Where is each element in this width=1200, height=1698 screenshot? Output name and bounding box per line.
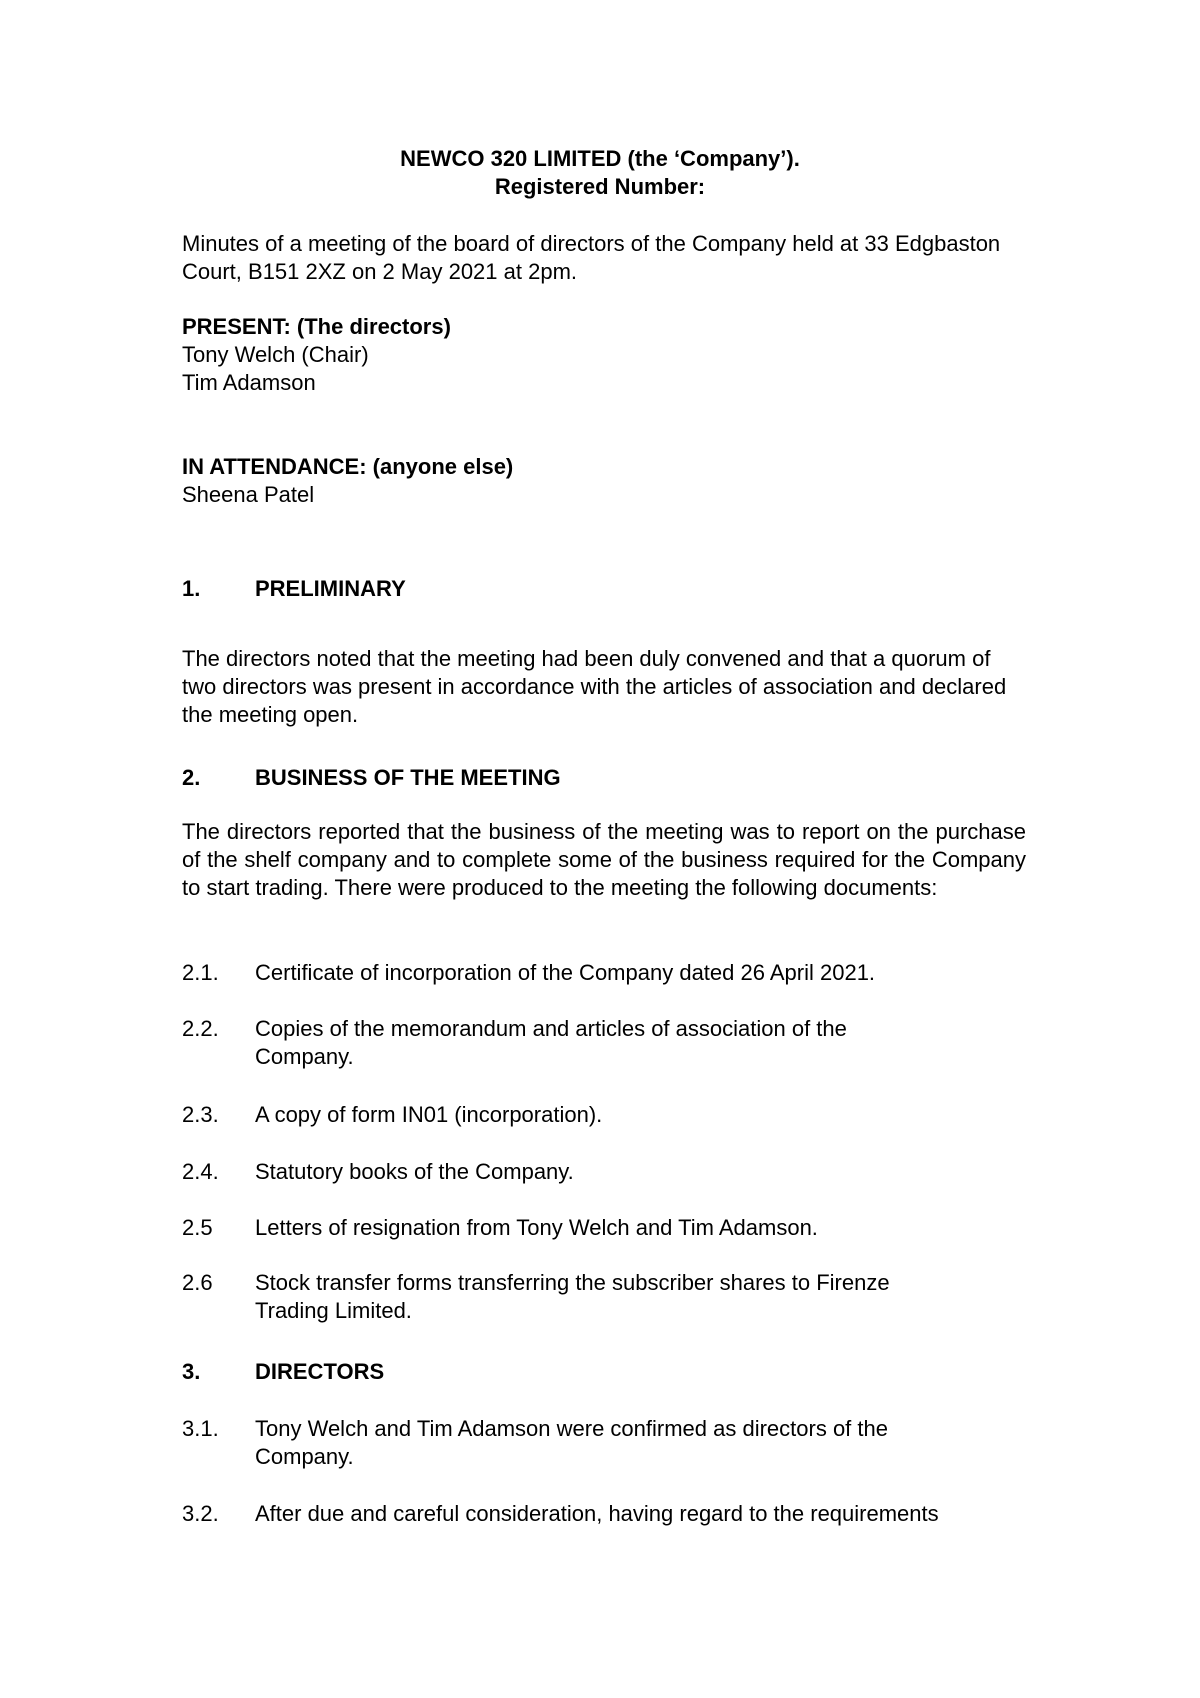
section-number: 2. bbox=[182, 765, 201, 790]
item-number: 2.6 bbox=[182, 1270, 213, 1295]
registered-number-line: Registered Number: bbox=[494, 174, 706, 199]
present-name: Tony Welch (Chair) bbox=[182, 342, 369, 367]
item-number: 2.4. bbox=[182, 1159, 219, 1184]
section-heading-business bbox=[182, 764, 1026, 792]
attendance-section bbox=[182, 453, 1026, 509]
section-heading-preliminary bbox=[182, 575, 1026, 603]
section-1-body: The directors noted that the meeting had been duly convened and that a quorum of two directors was present in accordance with the articles of association and declared the meeting open. bbox=[182, 646, 1007, 727]
item-text: Copies of the memorandum and articles of association of the Company. bbox=[255, 1016, 847, 1069]
list-item bbox=[182, 959, 1026, 987]
company-name-line: NEWCO 320 LIMITED (the ‘Company’). bbox=[400, 146, 800, 171]
item-number: 2.3. bbox=[182, 1102, 219, 1127]
item-number: 3.2. bbox=[182, 1501, 219, 1526]
list-item bbox=[182, 1415, 1026, 1471]
list-item bbox=[182, 1269, 1026, 1325]
item-text: After due and careful consideration, having regard to the requirements bbox=[255, 1501, 939, 1526]
item-number: 2.2. bbox=[182, 1016, 219, 1041]
present-label: PRESENT: (The directors) bbox=[182, 314, 451, 339]
list-item bbox=[182, 1101, 1026, 1129]
attendance-name: Sheena Patel bbox=[182, 482, 315, 507]
item-text: Certificate of incorporation of the Company dated 26 April 2021. bbox=[255, 960, 876, 985]
intro-paragraph: Minutes of a meeting of the board of directors of the Company held at 33 Edgbaston Court, B151 2XZ on 2 May 2021 at 2pm. bbox=[182, 231, 1001, 284]
item-number: 2.1. bbox=[182, 960, 219, 985]
item-number: 3.1. bbox=[182, 1416, 219, 1441]
list-item bbox=[182, 1015, 1026, 1071]
section-title: PRELIMINARY bbox=[255, 576, 406, 601]
section-heading-directors bbox=[182, 1358, 1026, 1386]
section-title: DIRECTORS bbox=[255, 1359, 385, 1384]
item-text: A copy of form IN01 (incorporation). bbox=[255, 1102, 603, 1127]
list-item bbox=[182, 1214, 1026, 1242]
document-title bbox=[0, 145, 1200, 201]
item-text: Letters of resignation from Tony Welch and Tim Adamson. bbox=[255, 1215, 818, 1240]
section-title: BUSINESS OF THE MEETING bbox=[255, 765, 561, 790]
item-text: Stock transfer forms transferring the subscriber shares to Firenze Trading Limited. bbox=[255, 1270, 890, 1323]
present-name: Tim Adamson bbox=[182, 370, 316, 395]
item-text: Tony Welch and Tim Adamson were confirmed as directors of the Company. bbox=[255, 1416, 888, 1469]
attendance-label: IN ATTENDANCE: (anyone else) bbox=[182, 454, 514, 479]
item-text: Statutory books of the Company. bbox=[255, 1159, 574, 1184]
section-number: 3. bbox=[182, 1359, 201, 1384]
list-item bbox=[182, 1158, 1026, 1186]
list-item bbox=[182, 1500, 1026, 1528]
section-2-body: The directors reported that the business of the meeting was to report on the purchase of the shelf company and to complete some of the business required for the Company to start trading. There were produced to the meeting the following documents: bbox=[182, 819, 1026, 900]
present-section bbox=[182, 313, 1026, 397]
section-number: 1. bbox=[182, 576, 201, 601]
item-number: 2.5 bbox=[182, 1215, 213, 1240]
